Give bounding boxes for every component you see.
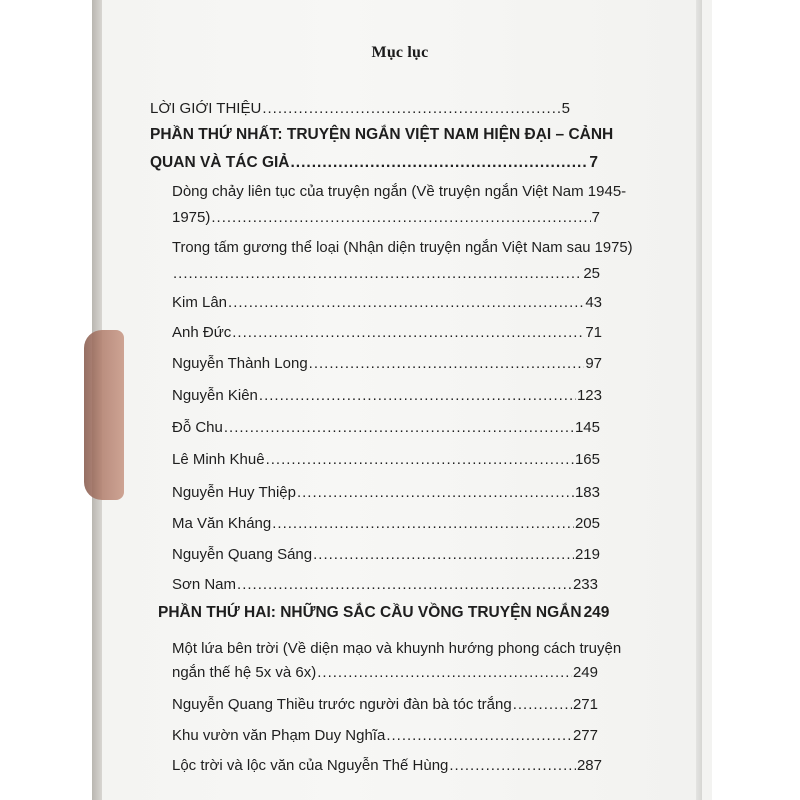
- toc-page-number: 43: [585, 294, 602, 311]
- toc-entry-label: LỜI GIỚI THIỆU: [150, 100, 262, 117]
- toc-leader-dots: [211, 209, 590, 226]
- toc-entry-author[interactable]: [172, 451, 600, 468]
- toc-entry-label: Nguyễn Quang Thiều trước người đàn bà tóc trắng: [172, 696, 512, 713]
- toc-leader-dots: [291, 154, 589, 172]
- toc-entry-e2[interactable]: [172, 265, 600, 282]
- toc-entry-part1[interactable]: [150, 154, 598, 172]
- toc-leader-dots: [173, 265, 582, 282]
- toc-page-number: 277: [572, 727, 598, 744]
- toc-entry-label: Nguyễn Kiên: [172, 387, 258, 404]
- toc-entry-label: PHẦN THỨ HAI: NHỮNG SẮC CẦU VỒNG TRUYỆN NGẮN: [158, 604, 582, 621]
- toc-entry-label: Kim Lân: [172, 294, 228, 311]
- toc-leader-dots: [224, 419, 574, 436]
- toc-page-number: 25: [583, 265, 600, 282]
- toc-leader-dots: [386, 727, 572, 744]
- toc-page-number: 5: [561, 100, 570, 117]
- toc-leader-dots: [232, 324, 584, 341]
- toc-leader-dots: [259, 387, 576, 404]
- toc-entry-label: Nguyễn Quang Sáng: [172, 546, 313, 563]
- toc-entry-essay[interactable]: [172, 696, 598, 713]
- toc-leader-dots: [317, 664, 572, 681]
- toc-entry-author[interactable]: [172, 324, 602, 341]
- toc-entry-essay[interactable]: [172, 727, 598, 744]
- toc-page-number: 71: [585, 324, 602, 341]
- toc-entry-label: Khu vườn văn Phạm Duy Nghĩa: [172, 727, 386, 744]
- toc-entry-label: Nguyễn Huy Thiệp: [172, 484, 296, 501]
- toc-page-number: 145: [574, 419, 600, 436]
- toc-entry-author[interactable]: [172, 576, 598, 593]
- toc-page-number: 249: [572, 664, 598, 681]
- toc-entry-e1-line1[interactable]: Dòng chảy liên tục của truyện ngắn (Về truyện ngắn Việt Nam 1945-: [172, 183, 627, 200]
- toc-page-number: 7: [591, 209, 600, 226]
- toc-leader-dots: [228, 294, 584, 311]
- toc-page-number: 7: [589, 154, 598, 171]
- toc-entry-author[interactable]: [172, 515, 600, 532]
- toc-entry-label: ngắn thế hệ 5x và 6x): [172, 664, 317, 681]
- toc-entry-author[interactable]: [172, 546, 600, 563]
- toc-leader-dots: [237, 576, 572, 593]
- toc-entry-author[interactable]: [172, 484, 600, 501]
- page-title: Mục lục: [371, 44, 429, 61]
- finger-holding-page: [84, 330, 124, 500]
- toc-page-number: 287: [576, 757, 602, 774]
- toc-page-number: 233: [572, 576, 598, 593]
- toc-entry-author[interactable]: [172, 387, 602, 404]
- toc-entry-label: Lê Minh Khuê: [172, 451, 265, 468]
- page-edge: [696, 0, 702, 800]
- toc-entry-e2-line1[interactable]: Trong tấm gương thể loại (Nhận diện truyện ngắn Việt Nam sau 1975): [172, 240, 633, 256]
- toc-entry-label: QUAN VÀ TÁC GIẢ: [150, 154, 290, 171]
- toc-page-number: 249: [583, 604, 610, 621]
- toc-entry-label: Ma Văn Kháng: [172, 515, 272, 532]
- toc-leader-dots: [262, 100, 560, 117]
- toc-page-number: 219: [574, 546, 600, 563]
- toc-leader-dots: [313, 546, 574, 563]
- toc-leader-dots: [297, 484, 574, 501]
- toc-leader-dots: [266, 451, 574, 468]
- toc-entry-author[interactable]: [172, 419, 600, 436]
- toc-entry-part2[interactable]: [158, 604, 610, 622]
- toc-entry-label: Đỗ Chu: [172, 419, 223, 436]
- toc-leader-dots: [309, 355, 585, 372]
- toc-entry-label: Sơn Nam: [172, 576, 237, 593]
- toc-entry-e1[interactable]: [172, 209, 600, 226]
- toc-entry-author[interactable]: [172, 294, 602, 311]
- toc-entry-intro[interactable]: [150, 100, 570, 117]
- toc-leader-dots: [513, 696, 572, 713]
- toc-leader-dots: [272, 515, 574, 532]
- toc-leader-dots: [449, 757, 576, 774]
- toc-page-number: 205: [574, 515, 600, 532]
- toc-part1-heading-line1[interactable]: PHẦN THỨ NHẤT: TRUYỆN NGẮN VIỆT NAM HIỆN ĐẠI – CẢNH: [150, 126, 614, 143]
- toc-entry-label: Lộc trời và lộc văn của Nguyễn Thế Hùng: [172, 757, 449, 774]
- toc-page-number: 123: [576, 387, 602, 404]
- toc-entry-e3-line1[interactable]: Một lứa bên trời (Về diện mạo và khuynh hướng phong cách truyện: [172, 640, 622, 657]
- toc-page-number: 183: [574, 484, 600, 501]
- toc-page-number: 165: [574, 451, 600, 468]
- toc-entry-label: Nguyễn Thành Long: [172, 355, 308, 372]
- toc-entry-essay[interactable]: [172, 757, 602, 774]
- toc-entry-author[interactable]: [172, 355, 602, 372]
- toc-entry-label: 1975): [172, 209, 211, 226]
- toc-page-number: 271: [572, 696, 598, 713]
- toc-entry-label: Anh Đức: [172, 324, 232, 341]
- toc-entry-e3[interactable]: [172, 664, 598, 681]
- toc-page-number: 97: [585, 355, 602, 372]
